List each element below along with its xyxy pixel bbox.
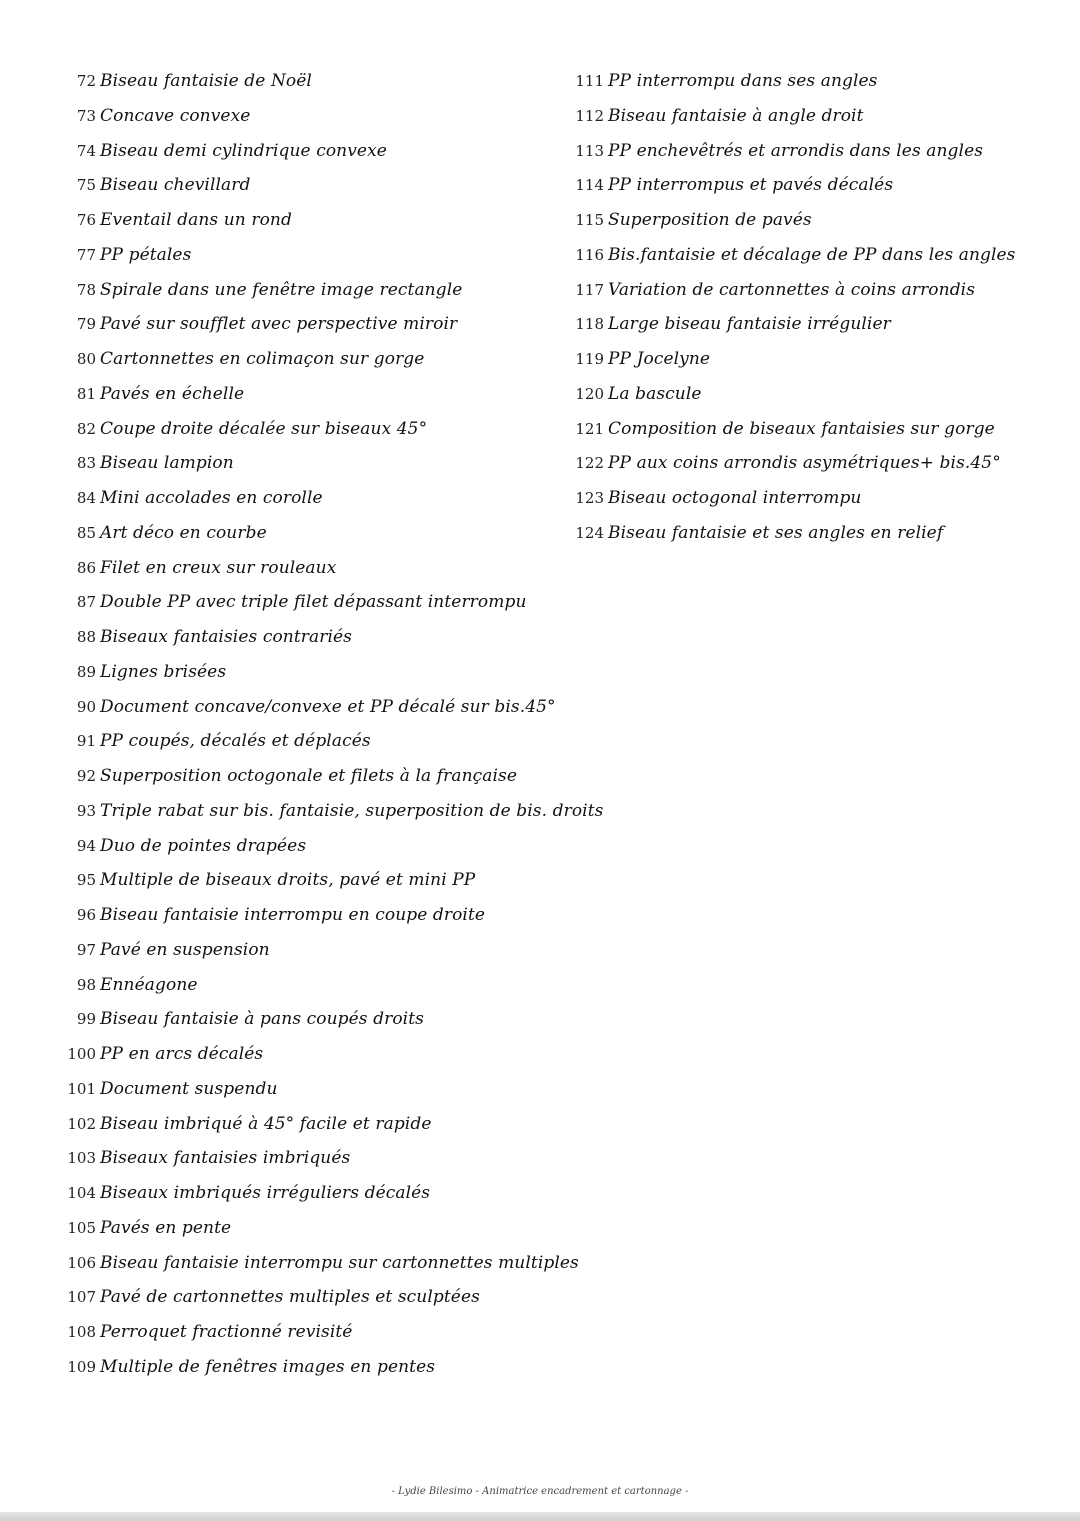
list-item — [58, 1287, 558, 1322]
item-title: La bascule — [608, 383, 702, 404]
item-number: 80 — [76, 350, 96, 368]
list-item — [58, 800, 604, 836]
item-title: Multiple de fenêtres images en pentes — [100, 1356, 436, 1377]
list-item — [58, 870, 558, 905]
item-title: Biseau fantaisie interrompu en coupe droite — [100, 905, 486, 925]
list-item — [58, 71, 558, 106]
item-title: Biseau fantaisie et ses angles en relief — [608, 522, 944, 543]
item-title: PP Jocelyne — [608, 349, 711, 369]
item-number: 77 — [76, 245, 96, 264]
list-item — [58, 280, 558, 315]
right-column-list — [566, 71, 1066, 558]
list-item — [58, 245, 558, 280]
item-number: 93 — [76, 801, 96, 820]
item-title: Biseau fantaisie à angle droit — [608, 105, 864, 126]
item-title: Spirale dans une fenêtre image rectangle — [100, 279, 463, 300]
item-number: 105 — [67, 1218, 96, 1237]
item-number: 92 — [76, 767, 96, 785]
item-number: 109 — [67, 1357, 96, 1376]
item-number: 82 — [76, 419, 96, 438]
list-item — [566, 106, 1066, 141]
list-item — [566, 314, 1066, 349]
item-number: 116 — [575, 245, 604, 264]
item-number: 96 — [76, 906, 96, 924]
item-title: PP interrompu dans ses angles — [608, 71, 878, 91]
item-title: Cartonnettes en colimaçon sur gorge — [100, 349, 425, 369]
item-title: Pavé sur soufflet avec perspective miroir — [100, 314, 458, 335]
item-title: Biseau imbriqué à 45° facile et rapide — [100, 1113, 432, 1134]
list-item — [58, 1148, 558, 1183]
item-number: 99 — [76, 1010, 96, 1029]
item-title: Biseaux fantaisies imbriqués — [100, 1148, 351, 1169]
list-item — [566, 349, 1066, 384]
item-number: 75 — [76, 176, 96, 195]
item-number: 79 — [76, 315, 96, 334]
item-number: 122 — [575, 454, 604, 473]
item-title: PP aux coins arrondis asymétriques+ bis.45° — [608, 453, 1001, 474]
list-item — [58, 1252, 579, 1288]
item-title: Multiple de biseaux droits, pavé et mini PP — [100, 870, 476, 891]
item-title: Pavés en échelle — [100, 383, 245, 404]
item-number: 101 — [67, 1079, 96, 1098]
item-number: 78 — [76, 280, 96, 299]
item-number: 104 — [67, 1184, 96, 1202]
item-number: 83 — [76, 454, 96, 473]
item-number: 118 — [575, 315, 604, 334]
list-item — [566, 71, 1066, 106]
list-item — [58, 940, 558, 975]
list-item — [566, 280, 1066, 315]
list-item — [58, 141, 558, 176]
item-title: Pavé en suspension — [100, 939, 270, 960]
item-title: Superposition de pavés — [608, 210, 812, 230]
list-item — [566, 453, 1066, 488]
item-title: Ennéagone — [100, 974, 198, 995]
list-item — [58, 905, 558, 940]
list-item — [58, 662, 558, 697]
item-number: 112 — [575, 106, 604, 125]
item-title: PP coupés, décalés et déplacés — [100, 731, 371, 752]
list-item — [58, 210, 558, 245]
item-title: Eventail dans un rond — [100, 210, 292, 230]
item-number: 120 — [575, 384, 604, 403]
list-item — [58, 627, 558, 662]
item-title: Biseau fantaisie de Noël — [100, 71, 312, 91]
list-item — [58, 314, 558, 349]
item-number: 74 — [76, 141, 96, 160]
item-title: PP enchevêtrés et arrondis dans les angles — [608, 140, 984, 161]
list-item — [58, 558, 558, 593]
item-number: 114 — [575, 176, 604, 195]
list-item — [58, 419, 558, 454]
item-number: 84 — [76, 489, 96, 507]
item-number: 115 — [575, 211, 604, 229]
item-title: Biseau fantaisie à pans coupés droits — [100, 1009, 424, 1030]
item-number: 72 — [76, 72, 96, 90]
item-title: Large biseau fantaisie irrégulier — [608, 314, 891, 335]
list-item — [566, 245, 1066, 280]
list-item — [566, 210, 1066, 245]
item-title: Superposition octogonale et filets à la française — [100, 766, 518, 786]
list-item — [58, 1183, 558, 1218]
item-title: Biseaux imbriqués irréguliers décalés — [100, 1183, 431, 1203]
item-title: Biseaux fantaisies contrariés — [100, 627, 352, 647]
list-item — [58, 1218, 558, 1253]
item-number: 88 — [76, 628, 96, 646]
list-item — [58, 106, 558, 141]
item-title: Concave convexe — [100, 105, 251, 126]
item-number: 123 — [575, 489, 604, 507]
item-title: Biseau demi cylindrique convexe — [100, 140, 387, 161]
item-number: 117 — [575, 280, 604, 299]
list-item — [58, 1114, 558, 1149]
list-item — [58, 836, 558, 871]
item-number: 121 — [575, 419, 604, 438]
list-item — [566, 488, 1066, 523]
item-number: 95 — [76, 871, 96, 890]
list-item — [58, 1357, 558, 1392]
item-title: Mini accolades en corolle — [100, 488, 323, 508]
item-number: 106 — [67, 1253, 96, 1272]
item-title: Duo de pointes drapées — [100, 835, 307, 856]
list-item — [58, 1009, 558, 1044]
page-footer: - Lydie Bilesimo - Animatrice encadrement et cartonnage - — [391, 1486, 689, 1497]
list-item — [58, 1044, 558, 1079]
item-title: Composition de biseaux fantaisies sur gorge — [608, 418, 995, 439]
item-title: Biseau chevillard — [100, 175, 251, 196]
list-item — [58, 766, 558, 801]
list-item — [58, 453, 558, 488]
list-item — [58, 1322, 558, 1357]
item-number: 113 — [575, 141, 604, 160]
item-title: Lignes brisées — [100, 661, 227, 682]
list-item — [566, 419, 1066, 454]
list-item — [566, 141, 1066, 176]
item-number: 94 — [76, 836, 96, 855]
item-number: 124 — [575, 523, 604, 542]
item-title: PP pétales — [100, 244, 192, 265]
item-title: Pavés en pente — [100, 1217, 232, 1238]
list-item — [566, 175, 1066, 210]
list-item — [58, 975, 558, 1010]
item-title: Biseau fantaisie interrompu sur cartonnettes multiples — [100, 1252, 579, 1273]
item-number: 81 — [76, 384, 96, 403]
item-number: 89 — [76, 662, 96, 681]
item-title: Biseau lampion — [100, 453, 234, 474]
item-title: PP interrompus et pavés décalés — [608, 175, 894, 196]
list-item — [566, 384, 1066, 419]
item-title: Document suspendu — [100, 1078, 278, 1099]
item-title: PP en arcs décalés — [100, 1044, 264, 1064]
list-item — [58, 1079, 558, 1114]
list-item — [58, 175, 558, 210]
item-number: 87 — [76, 593, 96, 612]
item-number: 85 — [76, 523, 96, 542]
item-number: 98 — [76, 975, 96, 994]
item-number: 102 — [67, 1114, 96, 1133]
item-number: 90 — [76, 697, 96, 716]
list-item — [58, 523, 558, 558]
item-number: 111 — [575, 72, 604, 90]
list-item — [58, 349, 558, 384]
item-number: 91 — [76, 732, 96, 751]
item-title: Document concave/convexe et PP décalé sur bis.45° — [100, 696, 556, 717]
item-title: Filet en creux sur rouleaux — [100, 557, 337, 578]
item-number: 73 — [76, 106, 96, 125]
list-item — [566, 523, 1066, 558]
item-title: Pavé de cartonnettes multiples et sculptées — [100, 1287, 480, 1308]
list-item — [58, 488, 558, 523]
item-title: Variation de cartonnettes à coins arrondis — [608, 279, 976, 300]
item-title: Triple rabat sur bis. fantaisie, superposition de bis. droits — [100, 800, 604, 821]
list-item — [58, 731, 558, 766]
item-number: 76 — [76, 211, 96, 229]
page-edge — [0, 1512, 1080, 1521]
list-item — [58, 697, 558, 732]
item-title: Perroquet fractionné revisité — [100, 1322, 353, 1342]
item-number: 108 — [67, 1323, 96, 1341]
item-number: 100 — [67, 1045, 96, 1063]
item-title: Coupe droite décalée sur biseaux 45° — [100, 418, 428, 439]
item-number: 86 — [76, 558, 96, 577]
item-number: 103 — [67, 1149, 96, 1168]
item-title: Art déco en courbe — [100, 522, 267, 543]
item-title: Bis.fantaisie et décalage de PP dans les angles — [608, 244, 1016, 265]
item-number: 107 — [67, 1288, 96, 1307]
item-title: Biseau octogonal interrompu — [608, 488, 862, 508]
item-number: 119 — [575, 350, 604, 368]
list-item — [58, 384, 558, 419]
item-number: 97 — [76, 940, 96, 959]
item-title: Double PP avec triple filet dépassant interrompu — [100, 592, 527, 613]
list-item — [58, 592, 558, 627]
